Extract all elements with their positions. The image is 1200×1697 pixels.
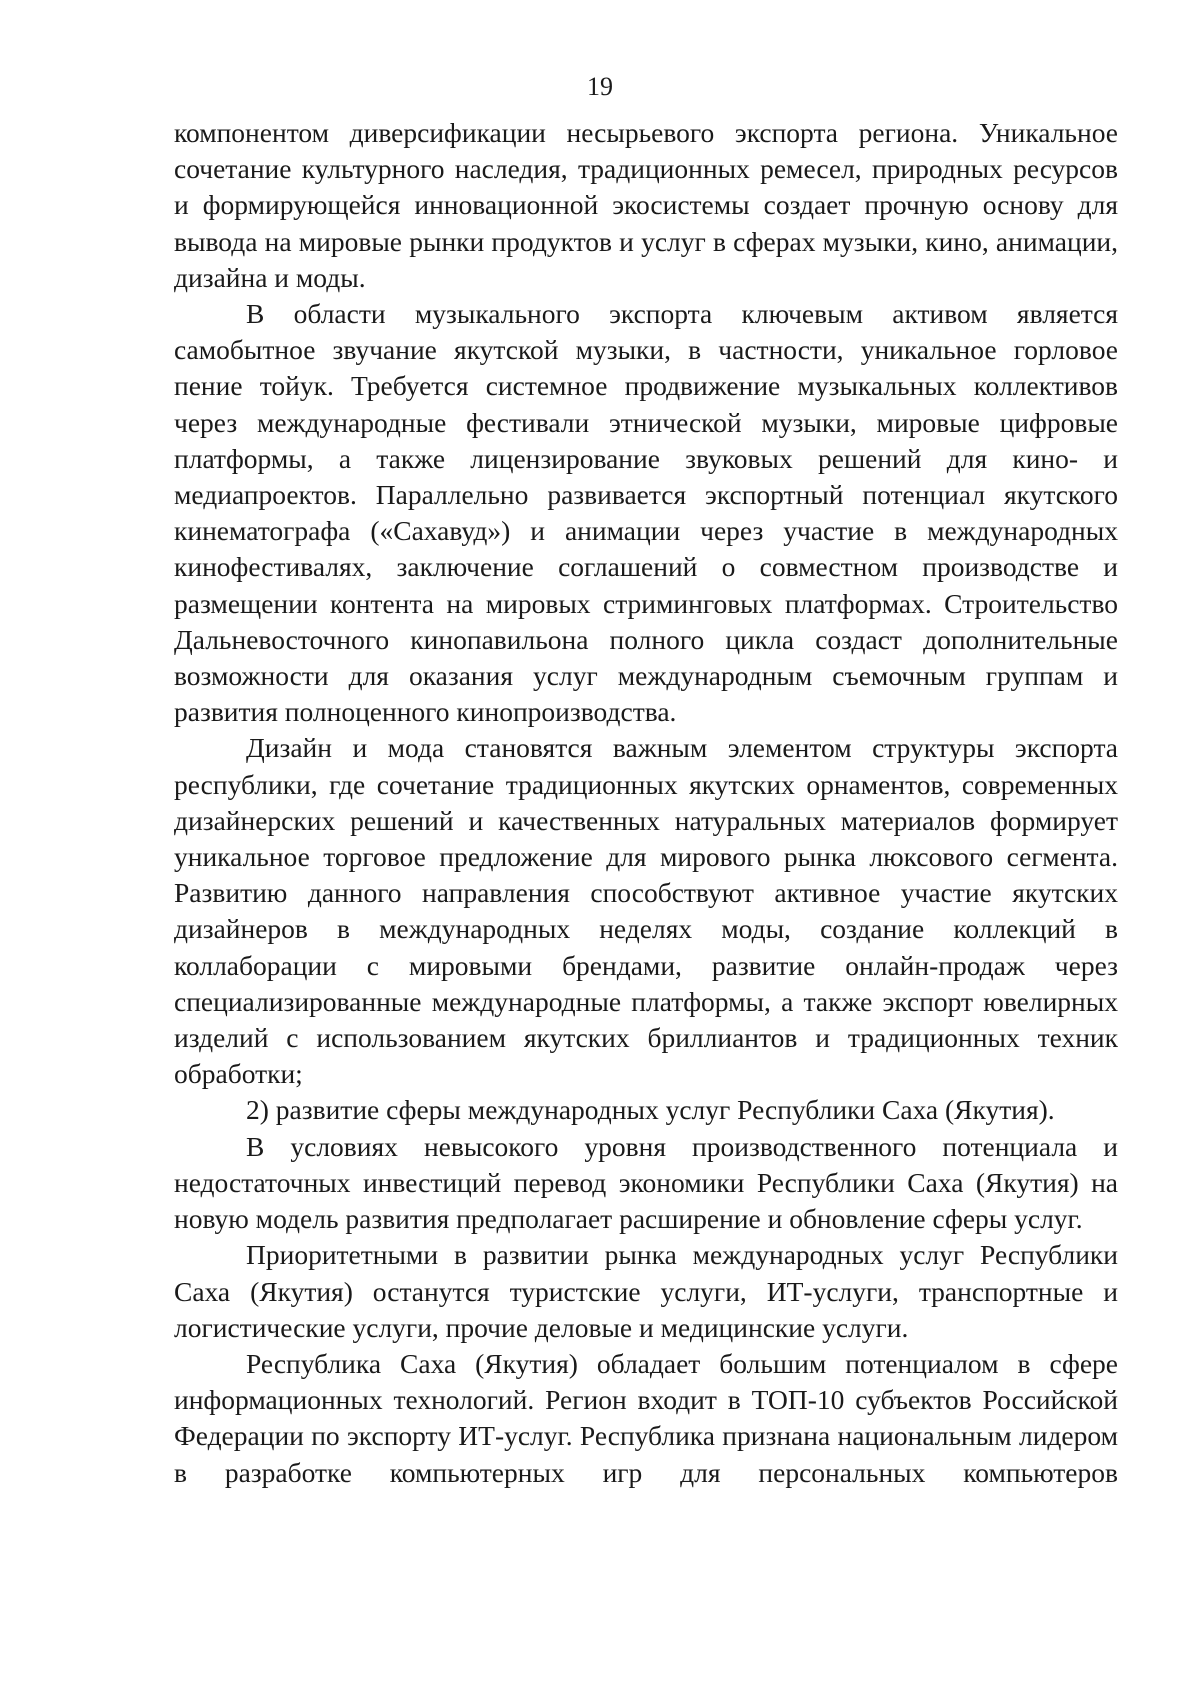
- paragraph: В условиях невысокого уровня производственного потенциала и недостаточных инвестиций перевод экономики Республики Саха (Якутия) на новую модель развития предполагает расширение и обновление сферы услуг.: [174, 1130, 1118, 1235]
- paragraph: 2) развитие сферы международных услуг Республики Саха (Якутия).: [246, 1094, 1055, 1126]
- paragraph: В области музыкального экспорта ключевым активом является самобытное звучание якутской музыки, в частности, уникальное горловое пение тойук. Требуется системное продвижение музыкальных коллективов через международные фестивали этнической музыки, мировые цифровые платформы, а также лицензирование звуковых решений для кино- и медиапроектов. Параллельно развивается экспортный потенциал якутского кинематографа («Сахавуд») и анимации через участие в международных кинофестивалях, заключение соглашений о совместном производстве и размещении контента на мировых стриминговых платформах. Строительство Дальневосточного кинопавильона полного цикла создаст дополнительные возможности для оказания услуг международным съемочным группам и развития полноценного кинопроизводства.: [174, 298, 1118, 728]
- paragraph: Приоритетными в развитии рынка международных услуг Республики Саха (Якутия) останутся туристские услуги, ИТ-услуги, транспортные и логистические услуги, прочие деловые и медицинские услуги.: [174, 1239, 1118, 1343]
- page-number: 19: [587, 72, 613, 101]
- paragraph: компонентом диверсификации несырьевого экспорта региона. Уникальное сочетание культурного наследия, традиционных ремесел, природных ресурсов и формирующейся инновационной экосистемы создает прочную основу для вывода на мировые рынки продуктов и услуг в сферах музыки, кино, анимации, дизайна и моды.: [174, 117, 1118, 293]
- paragraph: Республика Саха (Якутия) обладает большим потенциалом в сфере информационных технологий. Регион входит в ТОП-10 субъектов Российской Федерации по экспорту ИТ-услуг. Республика признана национальным лидером в разработке компьютерных игр для персональных компьютеров: [174, 1347, 1118, 1488]
- paragraph: Дизайн и мода становятся важным элементом структуры экспорта республики, где сочетание традиционных якутских орнаментов, современных дизайнерских решений и качественных натуральных материалов формирует уникальное торговое предложение для мирового рынка люксового сегмента. Развитию данного направления способствуют активное участие якутских дизайнеров в международных неделях моды, создание коллекций в коллаборации с мировыми брендами, развитие онлайн-продаж через специализированные международные платформы, а также экспорт ювелирных изделий с использованием якутских бриллиантов и традиционных техник обработки;: [174, 732, 1118, 1090]
- document-body: [174, 115, 1118, 1491]
